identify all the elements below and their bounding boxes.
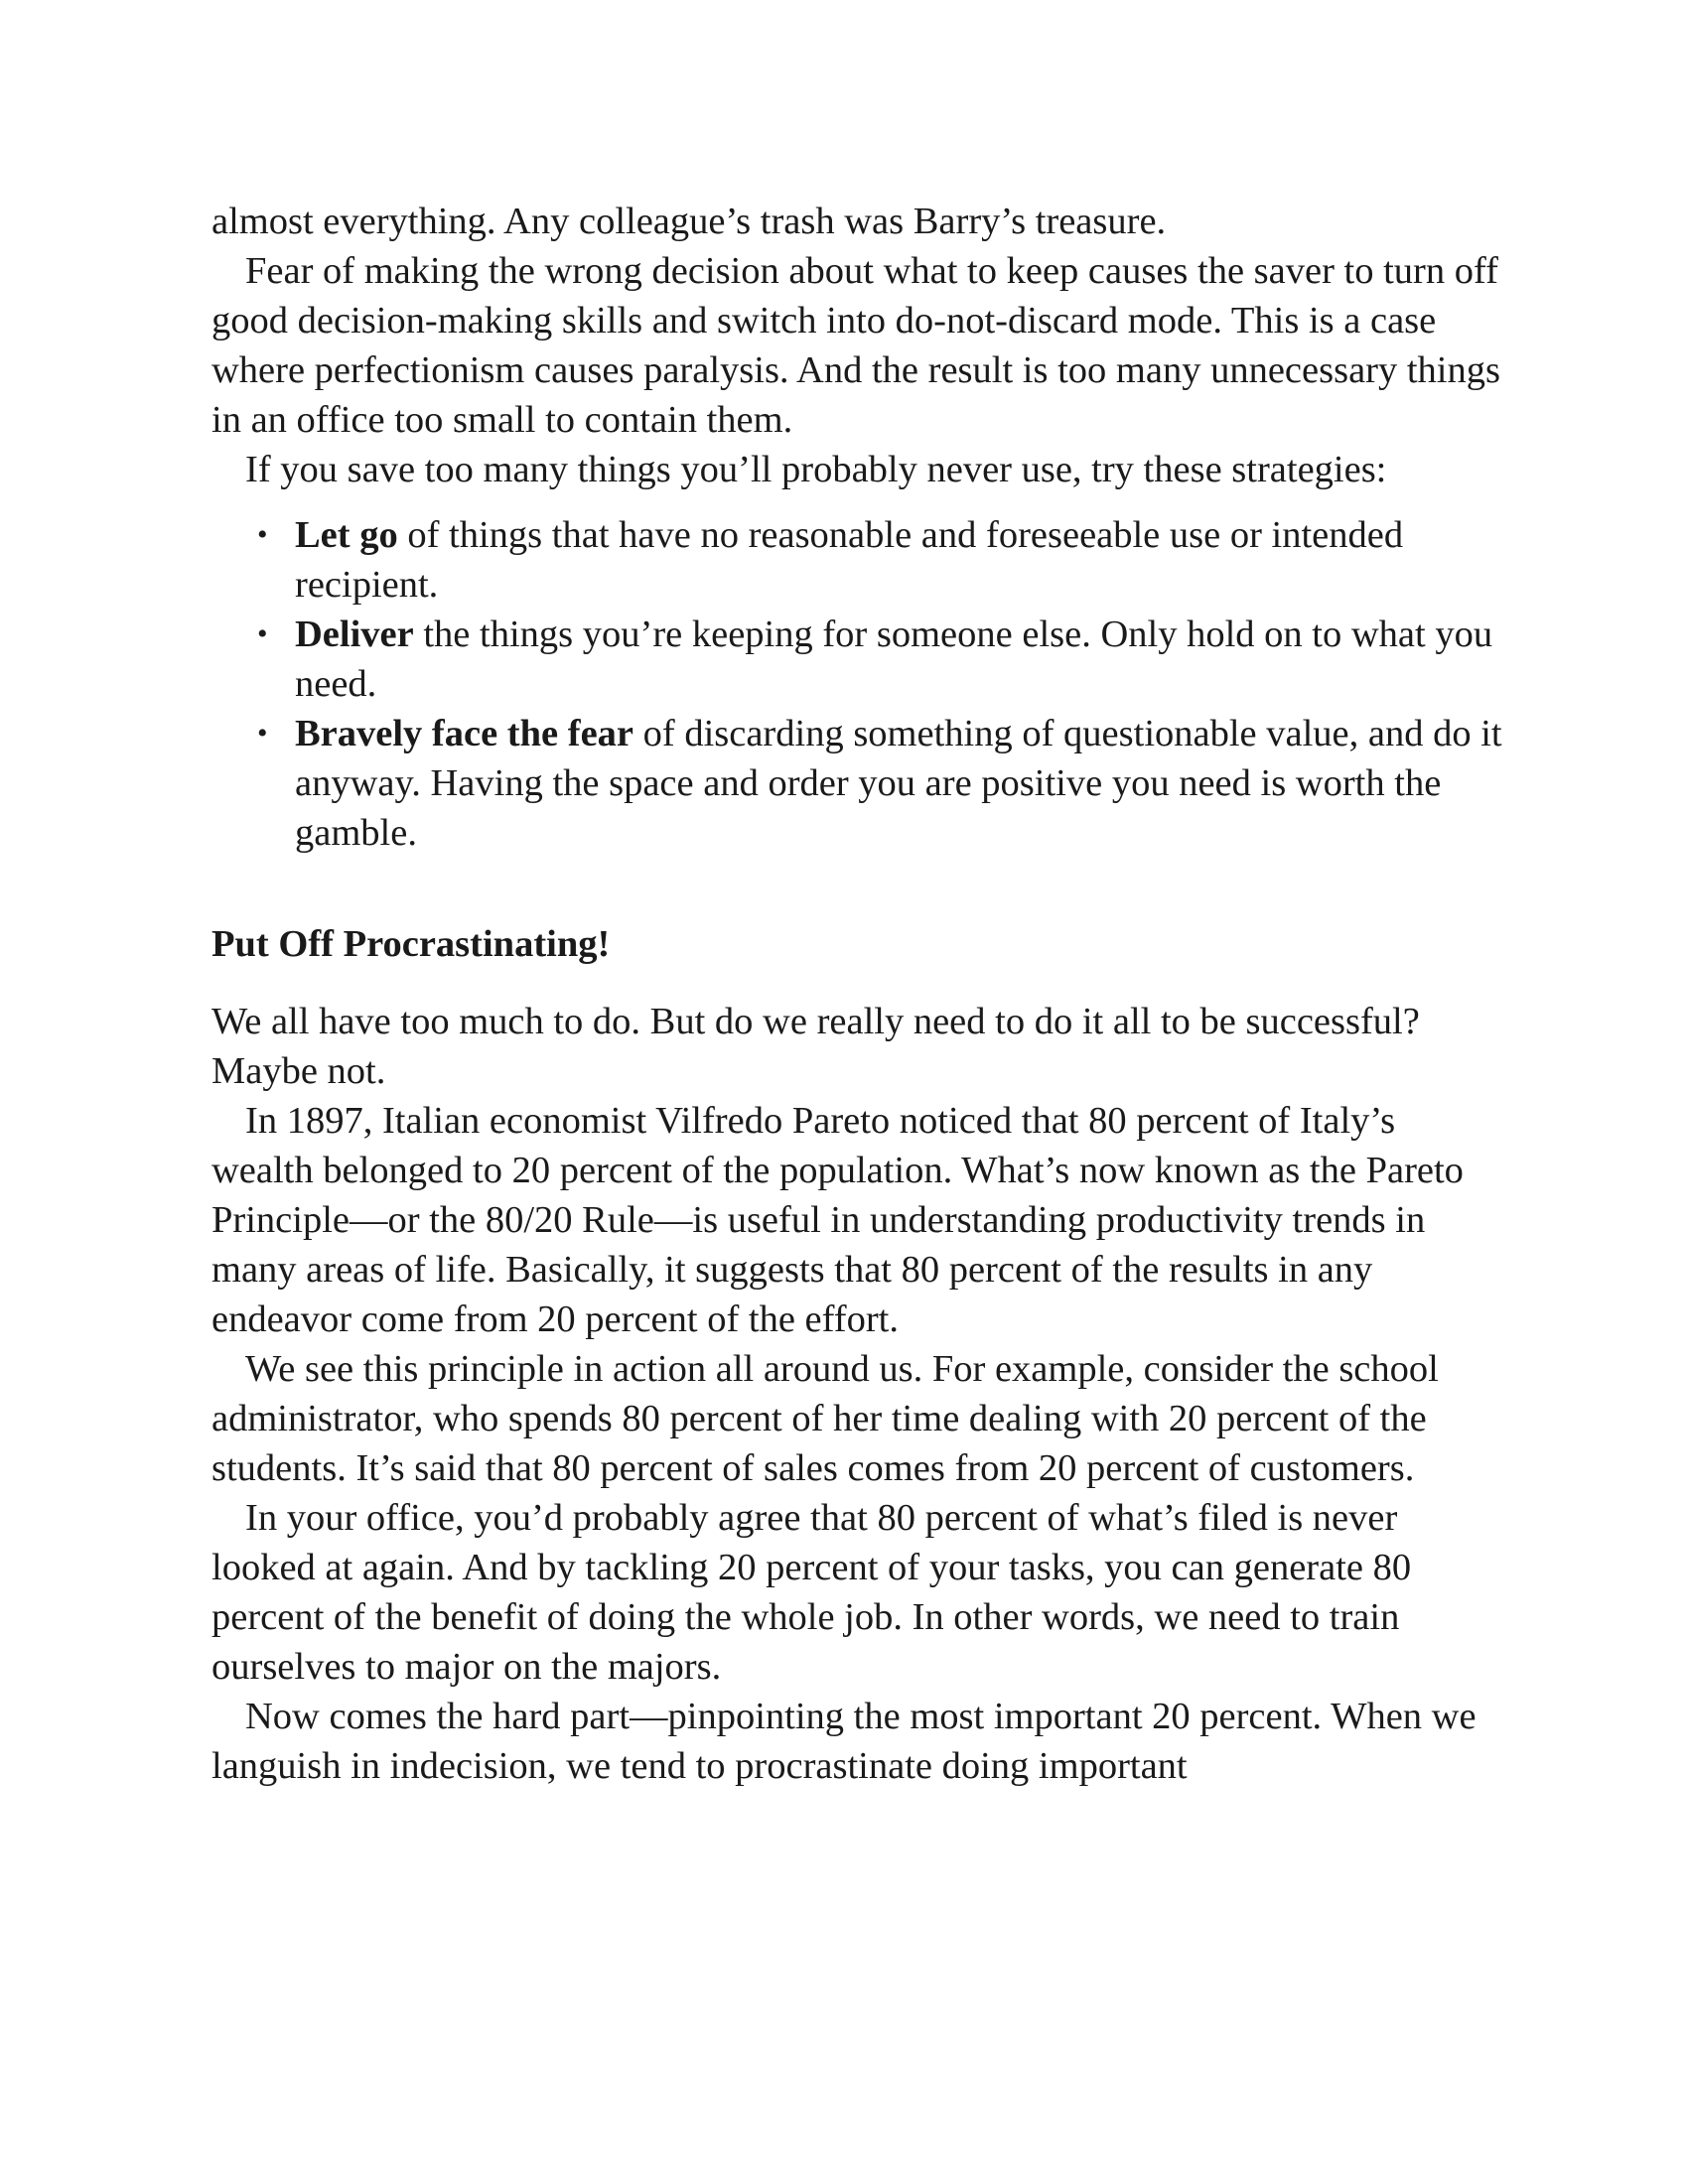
strategies-list [211,510,1502,858]
paragraph-pareto-history: In 1897, Italian economist Vilfredo Pareto noticed that 80 percent of Italy’s wealth belonged to 20 percent of the population. What’s now known as the Pareto Principle—or the 80/20 Rule—is useful in understanding productivity trends in many areas of life. Basically, it suggests that 80 percent of the results in any endeavor come from 20 percent of the effort. [211,1100,1464,1340]
list-item [257,510,1502,610]
list-item-bold: Bravely face the fear [295,713,633,754]
paragraph-continuation: almost everything. Any colleague’s trash was Barry’s treasure. [211,201,1167,242]
bullet-icon: • [257,518,268,551]
list-item-bold: Deliver [295,614,414,655]
paragraph-too-much-to-do: We all have too much to do. But do we really need to do it all to be successful? Maybe not. [211,1001,1420,1092]
paragraph-pareto-examples: We see this principle in action all around us. For example, consider the school administrator, who spends 80 percent of her time dealing with 20 percent of the students. It’s said that 80 percent of sales comes from 20 percent of customers. [211,1348,1439,1489]
section-heading: Put Off Procrastinating! [211,923,611,965]
list-item-text: of things that have no reasonable and foreseeable use or intended recipient. [295,514,1404,606]
paragraph-hard-part: Now comes the hard part—pinpointing the most important 20 percent. When we languish in indecision, we tend to procrastinate doing important [211,1696,1477,1787]
list-item-text: of discarding something of questionable value, and do it anyway. Having the space and order you are positive you need is worth the gamble. [295,713,1502,854]
bullet-icon: • [257,717,268,750]
paragraph-strategies-intro: If you save too many things you’ll probably never use, try these strategies: [245,449,1387,490]
list-item-bold: Let go [295,514,398,556]
list-item [257,709,1502,858]
bullet-icon: • [257,617,268,650]
list-item [257,610,1502,709]
page-body [211,197,1502,1791]
paragraph-fear-of-decision: Fear of making the wrong decision about what to keep causes the saver to turn off good decision-making skills and switch into do-not-discard mode. This is a case where perfectionism causes paralysis. And the result is too many unnecessary things in an office too small to contain them. [211,250,1500,441]
paragraph-office-application: In your office, you’d probably agree that 80 percent of what’s filed is never looked at again. And by tackling 20 percent of your tasks, you can generate 80 percent of the benefit of doing the whole job. In other words, we need to train ourselves to major on the majors. [211,1497,1412,1688]
list-item-text: the things you’re keeping for someone else. Only hold on to what you need. [295,614,1493,705]
